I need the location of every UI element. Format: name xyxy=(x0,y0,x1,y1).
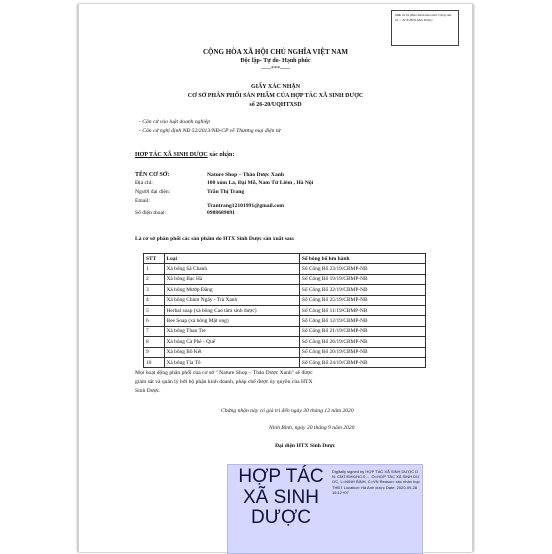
cell-registration: Số Công Bố 22/19/CBMP-NB xyxy=(299,285,425,295)
stamp-title-line2: XÃ SINH xyxy=(242,486,320,508)
table-row xyxy=(144,305,426,315)
cell-registration: Số Công Bố 23/19/CBMP-NB xyxy=(299,264,425,274)
cell-stt: 9 xyxy=(144,347,165,357)
digital-signature-stamp xyxy=(227,464,423,554)
table-row xyxy=(144,337,426,347)
stamp-title xyxy=(232,467,330,529)
table-row xyxy=(144,264,426,274)
cell-stt: 4 xyxy=(144,295,165,305)
table-row xyxy=(144,316,426,326)
table-row xyxy=(144,326,426,336)
header-type: Loại xyxy=(164,254,299,264)
products-table xyxy=(143,253,426,368)
cell-type: Xà bông Chùm Ngây - Trà Xanh xyxy=(164,295,299,305)
table-row xyxy=(144,347,426,357)
divider: -----***----- xyxy=(261,66,290,72)
cell-registration: Số Công Bố 24/19/CBMP-NB xyxy=(299,357,425,367)
cell-type: Bee Soap (xà bông Mật ong) xyxy=(164,316,299,326)
table-row xyxy=(144,295,426,305)
phone-label: Số điện thoại: xyxy=(135,210,167,216)
legal-basis-2: - Căn cứ nghị định NĐ 52/2013/NĐ-CP về Thương mại điện tử xyxy=(139,128,281,134)
date-line: Ninh Bình, ngày 20 tháng 9 năm 2020 xyxy=(269,425,355,431)
cell-type: Xà bông Sả Chanh xyxy=(164,264,299,274)
closing-line1: Mọi hoạt động phân phối của cơ sở " Nature Shop – Thảo Dược Xanh" sẽ được xyxy=(135,370,313,376)
facility-name-label: TÊN CƠ SỞ: xyxy=(135,172,170,178)
address-value: 100 xóm La, Đại Mỗ, Nam Từ Liêm , Hà Nội xyxy=(207,180,314,186)
representative-label: Người đại diện: xyxy=(135,189,171,195)
email-label: Email: xyxy=(135,198,150,204)
cell-registration: Số Công Bố 19/19/CBMP-NB xyxy=(299,274,425,284)
signer-title: Đại diện HTX Sinh Dược xyxy=(275,443,336,449)
cell-type: Herbal soap (xà bông Cao tâm sinh dược) xyxy=(164,305,299,315)
stamp-title-line1: HỢP TÁC xyxy=(238,466,324,487)
address-label: Địa chỉ: xyxy=(135,180,153,186)
cell-registration: Số Công Bố 20/19/CBMP-NB xyxy=(299,347,425,357)
email-value: Trantrang12101991@gmail.com xyxy=(207,203,285,209)
cell-stt: 1 xyxy=(144,264,165,274)
table-row xyxy=(144,285,426,295)
cell-type: Xà bông Than Tre xyxy=(164,326,299,336)
validity-note: Chứng nhận này có giá trị đến ngày 30 tháng 12 năm 2020 xyxy=(221,408,354,414)
cell-stt: 10 xyxy=(144,357,165,367)
cell-type: Xà bông Bạc Hà xyxy=(164,274,299,284)
cell-stt: 5 xyxy=(144,305,165,315)
cell-registration: Số Công Bố 11/19/CBMP-NB xyxy=(299,305,425,315)
table-row xyxy=(144,357,426,367)
table-header-row xyxy=(144,254,426,264)
confirm-heading: HỢP TÁC XÃ SINH DƯỢC xyxy=(135,152,208,158)
cell-registration: Số Công Bố 21/19/CBMP-NB xyxy=(299,326,425,336)
republic-heading: CỘNG HÒA XÃ HỘI CHỦ NGHĨA VIỆT NAM xyxy=(202,48,348,56)
confirm-line xyxy=(135,152,234,158)
representative-value: Trần Thị Trang xyxy=(207,189,245,195)
stamp-details: Digitally signed by HỢP TÁC XÃ SINH DƯỢC DN: CMT/SHK/HC:0…, O=HỢP TÁC XÃ SINH DƯỢC, L=NINH BÌNH, C=VN Reason: xác nhận họp THĐT Location: Hà Anh dược Date: 2020-09-28 16:12+07 xyxy=(332,469,420,495)
document-page xyxy=(78,4,473,552)
closing-line3: Sinh Dược. xyxy=(135,388,161,394)
cell-registration: Số Công Bố 12/19/CBMP-NB xyxy=(299,316,425,326)
cell-registration: Số Công Bố 25/19/CBMP-NB xyxy=(299,295,425,305)
cell-stt: 6 xyxy=(144,316,165,326)
title-line1: GIẤY XÁC NHẬN xyxy=(250,84,301,90)
title-line2: CƠ SỞ PHÂN PHỐI SẢN PHẨM CỦA HỢP TÁC XÃ SINH DƯỢC xyxy=(187,93,364,99)
cell-type: Xà bông Mướp Đắng xyxy=(164,285,299,295)
header-registration: Số bông bố lưu hành xyxy=(299,254,425,264)
closing-line2: giám sát và quản lý bởi bộ phận kinh doanh, pháp chế được ủy quyền của HTX xyxy=(135,379,313,385)
document-number: số 26-20/UQHTXSD xyxy=(249,102,302,108)
cell-registration: Số Công Bố 26/19/CBMP-NB xyxy=(299,337,425,347)
motto: Độc lập- Tự do- Hạnh phúc xyxy=(240,58,311,64)
legal-basis-1: - Căn cứ vào luật doanh nghiệp xyxy=(139,119,211,125)
cell-type: Xà bông Cà Phê - Quế xyxy=(164,337,299,347)
confirm-suffix: xác nhận: xyxy=(207,152,235,158)
facility-name-value: Nature Shop – Thảo Dược Xanh xyxy=(207,172,284,178)
products-intro: Là cơ sở phân phối các sản phẩm do HTX Sinh Dược sản xuất sau: xyxy=(135,236,295,242)
header-stt: STT xyxy=(144,254,165,264)
cell-type: Xà bông Bồ Kết xyxy=(164,347,299,357)
table-row xyxy=(144,274,426,284)
cell-type: Xà bông Tía Tô xyxy=(164,357,299,367)
cell-stt: 3 xyxy=(144,285,165,295)
cell-stt: 7 xyxy=(144,326,165,336)
phone-value: 0988689091 xyxy=(207,210,235,216)
form-number-note: Mẫu số 01 (Ban hành kèm theo Công văn số …/SCT-HTX Sinh Dược) xyxy=(391,10,459,46)
stamp-title-line3: DƯỢC xyxy=(251,507,311,528)
cell-stt: 8 xyxy=(144,337,165,347)
cell-stt: 2 xyxy=(144,274,165,284)
